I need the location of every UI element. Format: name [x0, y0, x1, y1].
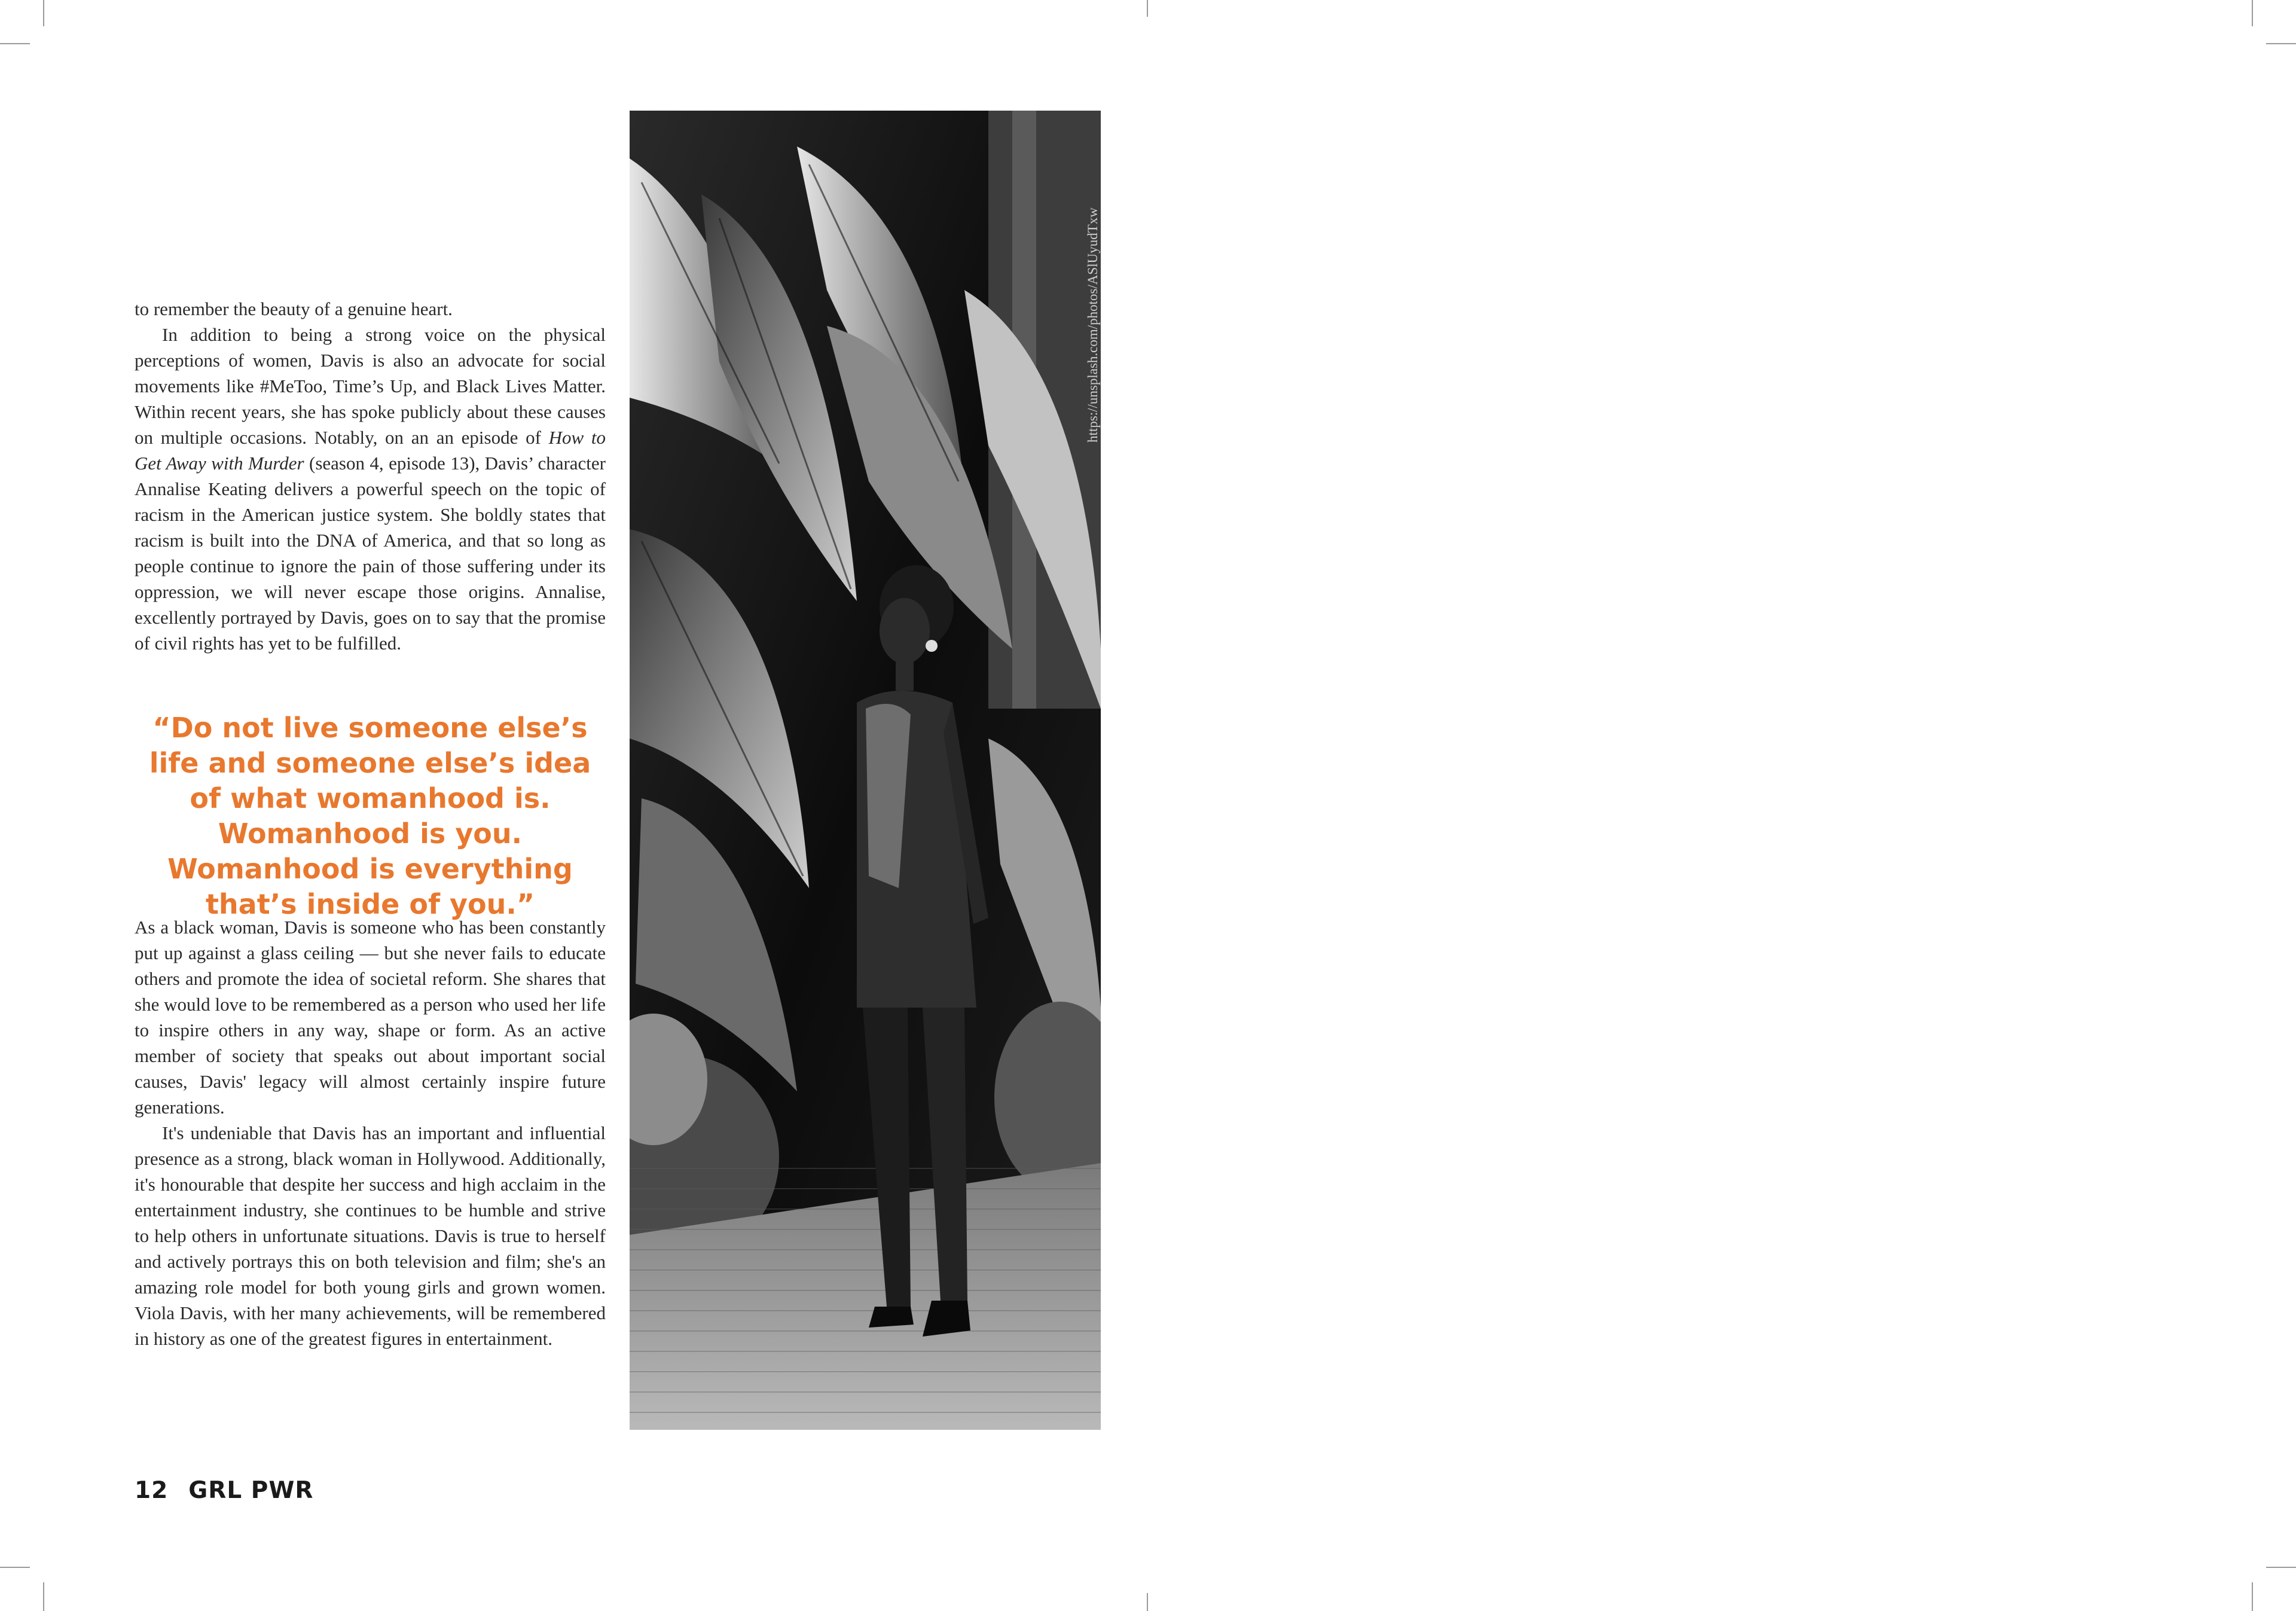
crop-mark: [0, 1567, 30, 1568]
crop-mark: [2266, 1567, 2296, 1568]
crop-mark: [2266, 43, 2296, 44]
crop-mark: [2252, 0, 2253, 26]
paragraph-advocacy: [135, 322, 606, 656]
crop-mark: [0, 43, 30, 44]
portrait-photo: [630, 111, 1101, 1430]
article-body-lower: [135, 914, 606, 1351]
paragraph-continuation: to remember the beauty of a genuine heart.: [135, 298, 453, 319]
article-body-upper: [135, 296, 606, 656]
paragraph-conclusion: It's undeniable that Davis has an important and influential presence as a strong, black woman in Hollywood. Additionally, it's honourable that despite her success and high acclaim in the entertainment industry, she continues to be humble and strive to help others in unfortunate situations. Davis is true to herself and actively portrays this on both television and film; she's an amazing role model for both young girls and grown women. Viola Davis, with her many achievements, will be remembered in history as one of the greatest figures in entertainment.: [135, 1122, 606, 1349]
page-number: 12: [135, 1477, 169, 1504]
paragraph-text: In addition to being a strong voice on the physical perceptions of women, Davis is also an advocate for social movements like #MeToo, Time’s Up, and Black Lives Matter. Within recent years, she has spoke publicly about these causes on multiple occasions. Notably, on an an episode of: [135, 324, 606, 448]
crop-mark: [1147, 0, 1148, 17]
portrait-photo-illustration: [630, 111, 1101, 1430]
crop-mark: [2252, 1582, 2253, 1611]
page-folio: [135, 1477, 313, 1504]
magazine-name: GRL PWR: [188, 1477, 314, 1504]
crop-mark: [43, 1582, 44, 1611]
photo-credit: https://unsplash.com/photos/ASlUyudTxw: [1085, 208, 1100, 443]
show-title: How to Get Away with Murder: [135, 427, 606, 474]
crop-mark: [43, 0, 44, 26]
pull-quote: “Do not live someone else’s life and someone else’s idea of what womanhood is. Womanhood is you. Womanhood is everything that’s inside of you.”: [149, 712, 591, 920]
paragraph-text: (season 4, episode 13), Davis’ character Annalise Keating delivers a powerful speech on the topic of racism in the American justice system. She boldly states that racism is built into the DNA of America, and that so long as people continue to ignore the pain of those suffering under its oppression, we will never escape those origins. Annalise, excellently portrayed by Davis, goes on to say that the promise of civil rights has yet to be fulfilled.: [135, 453, 606, 654]
crop-mark: [1147, 1593, 1148, 1611]
paragraph-glass-ceiling: As a black woman, Davis is someone who has been constantly put up against a glass ceiling — but she never fails to educate others and promote the idea of societal reform. She shares that she would love to be remembered as a person who used her life to inspire others in any way, shape or form. As an active member of society that speaks out about important social causes, Davis' legacy will almost certainly inspire future generations.: [135, 917, 606, 1118]
